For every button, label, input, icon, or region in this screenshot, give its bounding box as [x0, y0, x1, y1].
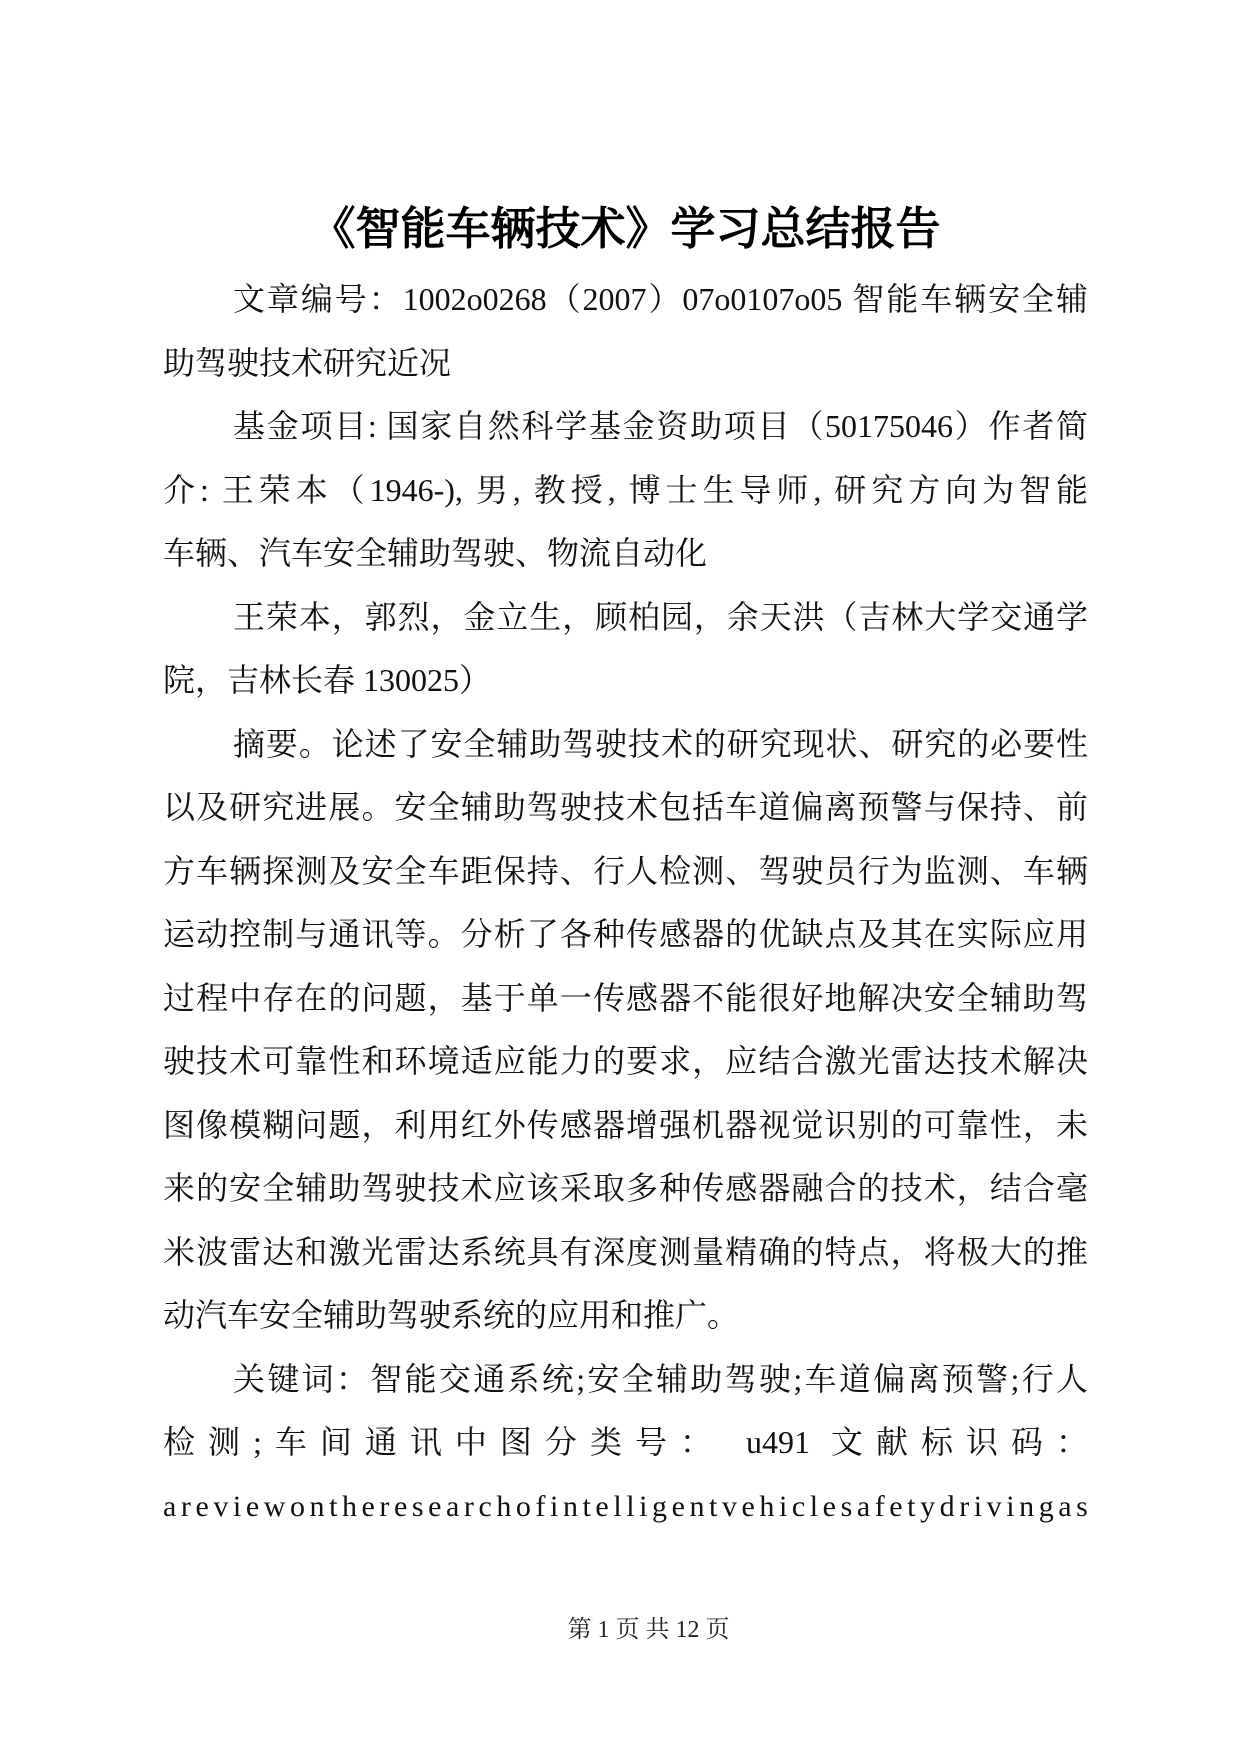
stretched-char: e — [741, 1489, 755, 1523]
stretched-char: r — [463, 1489, 474, 1523]
page-title: 《智能车辆技术》学习总结报告 — [310, 203, 941, 254]
stretched-char: c — [791, 1489, 806, 1523]
stretched-char: r — [959, 1489, 970, 1523]
stretched-char: e — [822, 1489, 836, 1523]
stretched-char: e — [195, 1489, 209, 1523]
stretched-char: e — [889, 1489, 903, 1523]
stretched-char: i — [550, 1489, 559, 1523]
stretched-char: d — [939, 1489, 955, 1523]
stretched-char: f — [535, 1489, 546, 1523]
stretched-char: v — [213, 1489, 229, 1523]
stretched-char: e — [393, 1489, 408, 1523]
stretched-char: e — [671, 1489, 685, 1523]
stretched-char: a — [1058, 1489, 1072, 1523]
stretched-char: r — [180, 1489, 191, 1523]
text-line: 动汽车安全辅助驾驶系统的应用和推广。 — [163, 1297, 740, 1333]
stretched-char: e — [428, 1489, 442, 1523]
stretched-char: h — [496, 1489, 512, 1523]
stretched-char: e — [361, 1489, 375, 1523]
stretched-char: t — [907, 1489, 916, 1523]
stretched-char: g — [652, 1489, 668, 1523]
stretched-char: l — [613, 1489, 622, 1523]
stretched-char: s — [1076, 1489, 1088, 1523]
stretched-char: i — [1006, 1489, 1015, 1523]
stretched-char: t — [709, 1489, 718, 1523]
stretched-char: i — [232, 1489, 242, 1523]
stretched-char: n — [1019, 1489, 1035, 1523]
stretched-char: h — [341, 1489, 357, 1523]
stretched-char: t — [329, 1489, 338, 1523]
text-line: 院，吉林长春 130025） — [163, 662, 492, 698]
stretched-char: n — [309, 1489, 325, 1523]
text-line: 方车辆探测及安全车距保持、行人检测、驾驶员行为监测、车辆 — [163, 852, 1088, 889]
text-line: 文章编号：1002o0268（2007）07o0107o05 智能车辆安全辅 — [233, 281, 1088, 317]
stretched-char: h — [759, 1489, 775, 1523]
stretched-char: g — [1038, 1489, 1054, 1523]
text-line: 以及研究进展。安全辅助驾驶技术包括车道偏离预警与保持、前 — [163, 789, 1088, 825]
text-line: 来的安全辅助驾驶技术应该采取多种传感器融合的技术，结合毫 — [163, 1170, 1088, 1206]
stretched-char: l — [809, 1489, 819, 1523]
stretched-char: l — [626, 1489, 635, 1523]
stretched-char: v — [721, 1489, 737, 1523]
stretched-char: a — [446, 1489, 460, 1523]
text-line: 助驾驶技术研究近况 — [163, 344, 452, 381]
page-footer — [56, 1608, 1241, 1652]
text-line: 摘要。论述了安全辅助驾驶技术的研究现状、研究的必要性 — [233, 725, 1088, 762]
text-line: 王荣本，郭烈，金立生，顾柏园，余天洪（吉林大学交通学 — [233, 598, 1088, 635]
text-line: 车辆、汽车安全辅助驾驶、物流自动化 — [163, 535, 708, 571]
stretched-char: c — [478, 1489, 492, 1523]
stretched-char: n — [689, 1489, 705, 1523]
stretched-char: a — [856, 1489, 871, 1523]
text-line: 过程中存在的问题，基于单一传感器不能很好地解决安全辅助驾 — [163, 979, 1088, 1016]
stretched-char: s — [411, 1489, 424, 1523]
page-number: 第 1 页 共 12 页 — [567, 1617, 730, 1643]
stretched-char: t — [582, 1489, 591, 1523]
text-line: 驶技术可靠性和环境适应能力的要求，应结合激光雷达技术解决 — [163, 1043, 1088, 1079]
text-line — [163, 1475, 1088, 1539]
text-line: 介: 王荣本（1946-), 男, 教授, 博士生导师, 研究方向为智能 — [163, 471, 1088, 508]
text-line: 关键词：智能交通系统;安全辅助驾驶;车道偏离预警;行人 — [233, 1360, 1088, 1397]
stretched-char: y — [920, 1489, 936, 1523]
stretched-char: o — [515, 1489, 531, 1523]
stretched-char: i — [973, 1489, 983, 1523]
stretched-char: i — [639, 1489, 648, 1523]
document-body — [163, 268, 1088, 1538]
stretched-char: v — [986, 1489, 1002, 1523]
stretched-char: e — [595, 1489, 609, 1523]
text-line: 图像模糊问题，利用红外传感器增强机器视觉识别的可靠性，未 — [163, 1106, 1088, 1143]
text-line: 运动控制与通讯等。分析了各种传感器的优缺点及其在实际应用 — [163, 916, 1088, 952]
stretched-char: n — [562, 1489, 578, 1523]
stretched-char: i — [778, 1489, 788, 1523]
stretched-char: s — [840, 1489, 853, 1523]
stretched-char: r — [379, 1489, 390, 1523]
text-line: 检测;车间通讯中图分类号： u491 文献标识码： — [163, 1424, 1088, 1460]
stretched-char: w — [263, 1489, 286, 1523]
stretched-char: a — [163, 1489, 177, 1523]
stretched-char: o — [289, 1489, 305, 1523]
stretched-char: e — [245, 1489, 260, 1523]
stretched-char: f — [874, 1489, 885, 1523]
text-line: 米波雷达和激光雷达系统具有深度测量精确的特点，将极大的推 — [163, 1233, 1088, 1270]
text-line: 基金项目: 国家自然科学基金资助项目（50175046）作者简 — [233, 408, 1088, 444]
